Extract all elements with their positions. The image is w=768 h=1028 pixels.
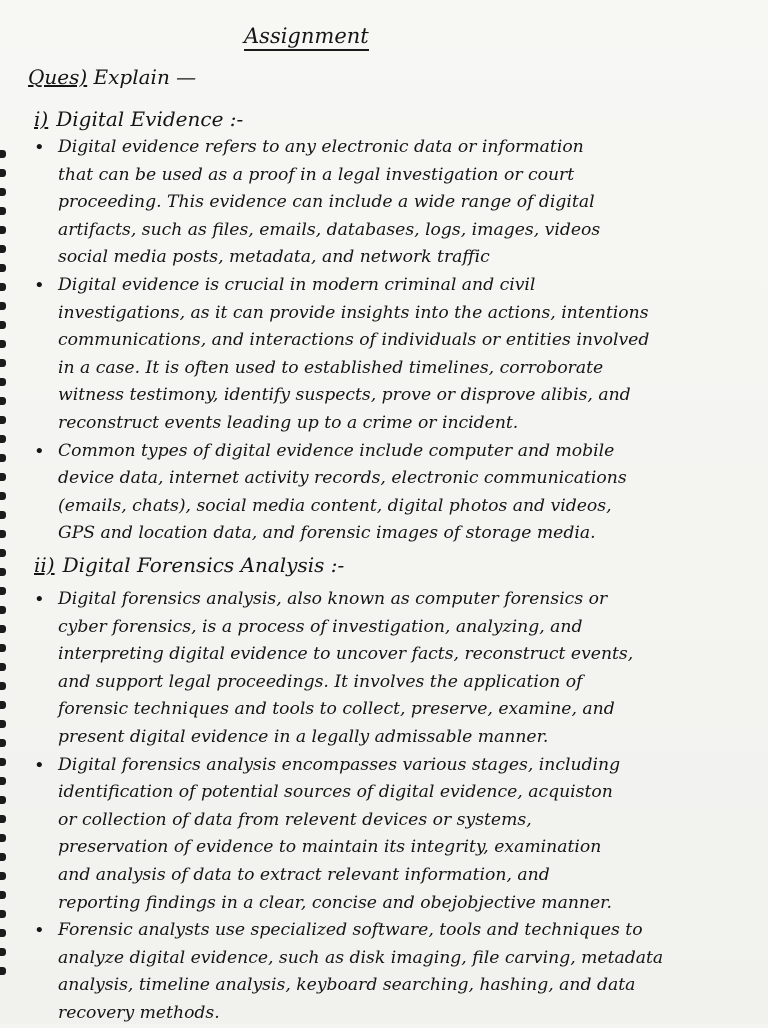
text-line: investigations, as it can provide insights into the actions, intentions <box>58 302 649 323</box>
binding-hole <box>0 283 6 291</box>
bullet-line: • Digital evidence refers to any electronic data or information <box>32 134 760 162</box>
text-line: that can be used as a proof in a legal investigation or court <box>58 164 575 185</box>
section-body-digital-forensics <box>32 586 760 1028</box>
binding-hole <box>0 853 6 861</box>
binding-hole <box>0 568 6 576</box>
binding-hole <box>0 492 6 500</box>
binding-hole <box>0 587 6 595</box>
text-line: (emails, chats), social media content, digital photos and videos, <box>58 495 612 516</box>
text-line: artifacts, such as files, emails, databases, logs, images, videos <box>58 219 601 240</box>
binding-hole <box>0 340 6 348</box>
bullet-line: • Digital forensics analysis, also known as computer forensics or <box>32 586 760 614</box>
text-line: identification of potential sources of digital evidence, acquiston <box>58 782 613 803</box>
binding-hole <box>0 625 6 633</box>
binding-hole <box>0 663 6 671</box>
binding-hole <box>0 701 6 709</box>
binding-hole <box>0 454 6 462</box>
text-line: interpreting digital evidence to uncover facts, reconstruct events, <box>58 644 634 665</box>
text-line: analysis, timeline analysis, keyboard searching, hashing, and data <box>58 975 636 996</box>
binding-hole <box>0 910 6 918</box>
section-heading-digital-evidence <box>34 106 243 132</box>
text-line: forensic techniques and tools to collect, preserve, examine, and <box>58 699 615 720</box>
binding-hole <box>0 169 6 177</box>
section-title: Digital Forensics Analysis :- <box>62 553 345 577</box>
text-line: GPS and location data, and forensic images of storage media. <box>58 523 596 544</box>
section-title: Digital Evidence :- <box>56 107 244 131</box>
binding-hole <box>0 948 6 956</box>
binding-hole <box>0 834 6 842</box>
bullet-line: • Common types of digital evidence include computer and mobile <box>32 438 760 466</box>
text-line: witness testimony, identify suspects, prove or disprove alibis, and <box>58 385 631 406</box>
section-body-digital-evidence <box>32 134 760 548</box>
binding-hole <box>0 207 6 215</box>
text-line: social media posts, metadata, and network traffic <box>58 247 490 268</box>
text-line: reconstruct events leading up to a crime or incident. <box>58 412 519 433</box>
binding-hole <box>0 796 6 804</box>
binding-hole <box>0 644 6 652</box>
spiral-binding <box>0 0 8 1024</box>
text-line: and analysis of data to extract relevant information, and <box>58 864 550 885</box>
binding-hole <box>0 359 6 367</box>
binding-hole <box>0 245 6 253</box>
binding-hole <box>0 739 6 747</box>
binding-hole <box>0 967 6 975</box>
binding-hole <box>0 815 6 823</box>
binding-hole <box>0 891 6 899</box>
text-line: reporting findings in a clear, concise and obejobjective manner. <box>58 892 612 913</box>
text-line: analyze digital evidence, such as disk imaging, file carving, metadata <box>58 947 664 968</box>
binding-hole <box>0 929 6 937</box>
section-heading-digital-forensics <box>34 552 344 578</box>
binding-hole <box>0 397 6 405</box>
binding-hole <box>0 549 6 557</box>
binding-hole <box>0 530 6 538</box>
text-line: proceeding. This evidence can include a wide range of digital <box>58 192 595 213</box>
binding-hole <box>0 872 6 880</box>
text-line: in a case. It is often used to established timelines, corroborate <box>58 357 604 378</box>
binding-hole <box>0 758 6 766</box>
binding-hole <box>0 264 6 272</box>
question-heading <box>28 64 196 90</box>
bullet-line: • Forensic analysts use specialized software, tools and techniques to <box>32 917 760 945</box>
text-line: and support legal proceedings. It involves the application of <box>58 671 583 692</box>
binding-hole <box>0 226 6 234</box>
binding-hole <box>0 302 6 310</box>
binding-hole <box>0 378 6 386</box>
binding-hole <box>0 682 6 690</box>
binding-hole <box>0 188 6 196</box>
bullet-line: • Digital evidence is crucial in modern criminal and civil <box>32 272 760 300</box>
text-line: present digital evidence in a legally admissable manner. <box>58 726 549 747</box>
binding-hole <box>0 435 6 443</box>
text-line: preservation of evidence to maintain its integrity, examination <box>58 837 602 858</box>
question-text: Explain — <box>93 65 197 89</box>
binding-hole <box>0 606 6 614</box>
text-line: communications, and interactions of individuals or entities involved <box>58 330 650 351</box>
binding-hole <box>0 473 6 481</box>
binding-hole <box>0 777 6 785</box>
page-title: Assignment <box>244 24 369 51</box>
binding-hole <box>0 150 6 158</box>
binding-hole <box>0 321 6 329</box>
binding-hole <box>0 511 6 519</box>
binding-hole <box>0 416 6 424</box>
text-line: device data, internet activity records, electronic communications <box>58 468 627 489</box>
binding-hole <box>0 720 6 728</box>
text-line: cyber forensics, is a process of investigation, analyzing, and <box>58 616 583 637</box>
section-number: i) <box>34 107 49 131</box>
bullet-line: • Digital forensics analysis encompasses various stages, including <box>32 752 760 780</box>
text-line: recovery methods. <box>58 1002 220 1023</box>
section-number: ii) <box>34 553 55 577</box>
text-line: or collection of data from relevent devices or systems, <box>58 809 532 830</box>
question-label: Ques) <box>28 65 88 89</box>
